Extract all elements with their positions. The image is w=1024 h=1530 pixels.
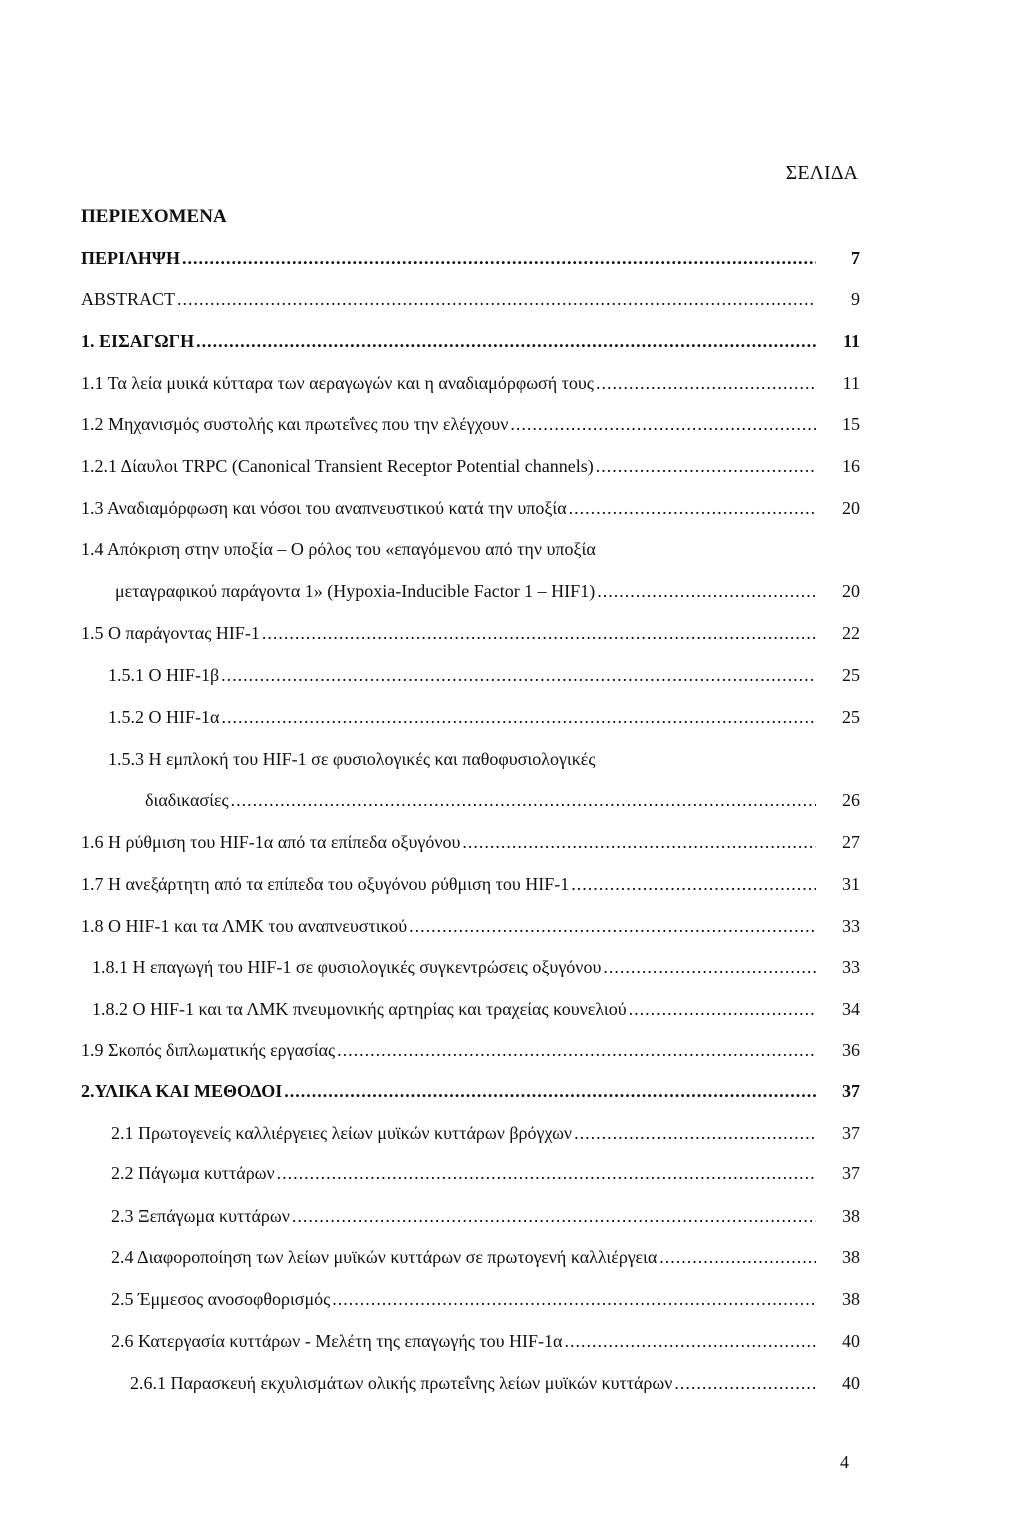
toc-entry-label: 1.9 Σκοπός διπλωματικής εργασίας	[81, 1040, 336, 1060]
toc-entry[interactable]	[0, 1243, 1024, 1271]
leader-dots	[603, 953, 816, 981]
toc-entry[interactable]	[0, 661, 1024, 689]
toc-entry-label: 1.8 Ο HIF-1 και τα ΛΜΚ του αναπνευστικού	[81, 916, 408, 936]
toc-entry-page: 31	[842, 874, 860, 894]
toc-entry-label: 2.6 Κατεργασία κυττάρων - Μελέτη της επαγωγής του HIF-1α	[111, 1331, 563, 1351]
toc-entry[interactable]	[0, 619, 1024, 647]
toc-entry-page: 16	[842, 456, 860, 476]
toc-entry[interactable]	[0, 1036, 1024, 1064]
toc-entry-label: 1.5.3 Η εμπλοκή του HIF-1 σε φυσιολογικές και παθοφυσιολογικές	[108, 749, 596, 769]
toc-entry-page: 9	[851, 289, 860, 309]
leader-dots	[277, 1159, 816, 1187]
toc-entry-page: 25	[842, 707, 860, 727]
toc-entry[interactable]	[0, 1369, 1024, 1397]
toc-entry[interactable]	[0, 577, 1024, 605]
leader-dots	[596, 452, 816, 480]
page-column-header: ΣΕΛΙΔΑ	[785, 162, 858, 184]
toc-entry[interactable]	[0, 1327, 1024, 1355]
leader-dots	[659, 1243, 816, 1271]
leader-dots	[629, 995, 816, 1023]
leader-dots	[569, 494, 816, 522]
toc-entry-page: 33	[842, 957, 860, 977]
leader-dots	[332, 1285, 816, 1313]
toc-entry-page: 20	[842, 498, 860, 518]
toc-entry-page: 26	[842, 790, 860, 810]
toc-entry-page: 33	[842, 916, 860, 936]
leader-dots	[409, 912, 816, 940]
toc-entry-label: 1.1 Τα λεία μυικά κύτταρα των αεραγωγών και η αναδιαμόρφωσή τους	[81, 373, 594, 393]
toc-entry-page: 38	[842, 1247, 860, 1267]
toc-entry-label: 1.7 Η ανεξάρτητη από τα επίπεδα του οξυγόνου ρύθμιση του HIF-1	[81, 874, 570, 894]
toc-entry[interactable]	[0, 494, 1024, 522]
toc-entry-page: 11	[842, 331, 860, 351]
toc-entry[interactable]	[0, 1202, 1024, 1230]
toc-entry-page: 40	[842, 1331, 860, 1351]
leader-dots	[564, 1327, 816, 1355]
leader-dots	[292, 1202, 816, 1230]
leader-dots	[231, 786, 816, 814]
toc-entry-label: 1. ΕΙΣΑΓΩΓΗ	[81, 331, 195, 351]
toc-entry[interactable]	[0, 410, 1024, 438]
leader-dots	[221, 703, 816, 731]
toc-entry-label: 1.6 Η ρύθμιση του HIF-1α από τα επίπεδα οξυγόνου	[81, 832, 461, 852]
toc-entry[interactable]	[0, 870, 1024, 898]
toc-entry-label: 1.8.2 Ο HIF-1 και τα ΛΜΚ πνευμονικής αρτηρίας και τραχείας κουνελιού	[92, 999, 627, 1019]
leader-dots	[182, 244, 816, 272]
toc-entry-page: 36	[842, 1040, 860, 1060]
toc-entry-page: 25	[842, 665, 860, 685]
toc-entry-label: διαδικασίες	[145, 790, 229, 810]
toc-entry-label: 1.2 Μηχανισμός συστολής και πρωτεΐνες που την ελέγχουν	[81, 414, 509, 434]
toc-entry-label: 1.2.1 Δίαυλοι TRPC (Canonical Transient Receptor Potential channels)	[81, 456, 594, 476]
toc-entry-label: 1.3 Αναδιαμόρφωση και νόσοι του αναπνευστικού κατά την υποξία	[81, 498, 567, 518]
toc-entry-label: 2.6.1 Παρασκευή εκχυλισμάτων ολικής πρωτεΐνης λείων μυϊκών κυττάρων	[130, 1373, 673, 1393]
toc-entry-page: 22	[842, 623, 860, 643]
leader-dots	[596, 369, 816, 397]
toc-entry-label: 2.3 Ξεπάγωμα κυττάρων	[111, 1206, 290, 1226]
leader-dots	[571, 870, 816, 898]
toc-entry-page: 37	[842, 1163, 860, 1183]
toc-entry[interactable]	[0, 745, 1024, 773]
toc-entry-label: 2.ΥΛΙΚΑ ΚΑΙ ΜΕΘΟΔΟΙ	[81, 1081, 283, 1101]
toc-entry[interactable]	[0, 244, 1024, 272]
toc-entry[interactable]	[0, 953, 1024, 981]
toc-entry-label: 1.8.1 Η επαγωγή του HIF-1 σε φυσιολογικές συγκεντρώσεις οξυγόνου	[92, 957, 602, 977]
toc-entry-page: 38	[842, 1289, 860, 1309]
toc-entry-label: 2.5 Έμμεσος ανοσοφθορισμός	[111, 1289, 331, 1309]
leader-dots	[221, 661, 816, 689]
toc-entry[interactable]	[0, 995, 1024, 1023]
toc-entry-page: 38	[842, 1206, 860, 1226]
toc-entry-page: 11	[842, 373, 860, 393]
leader-dots	[196, 327, 816, 355]
toc-entry[interactable]	[0, 912, 1024, 940]
toc-entry[interactable]	[0, 1077, 1024, 1105]
toc-entry-page: 37	[842, 1081, 860, 1101]
leader-dots	[337, 1036, 816, 1064]
leader-dots	[674, 1369, 816, 1397]
toc-entry-page: 40	[842, 1373, 860, 1393]
toc-entry[interactable]	[0, 327, 1024, 355]
toc-entry[interactable]	[0, 828, 1024, 856]
toc-entry-label: μεταγραφικού παράγοντα 1» (Hypoxia-Inducible Factor 1 – HIF1)	[115, 581, 596, 601]
toc-entry[interactable]	[0, 285, 1024, 313]
toc-entry-page: 7	[851, 248, 860, 268]
toc-entry[interactable]	[0, 703, 1024, 731]
leader-dots	[510, 410, 816, 438]
leader-dots	[284, 1077, 816, 1105]
leader-dots	[177, 285, 816, 313]
toc-entry[interactable]	[0, 1119, 1024, 1147]
toc-entry-label: 2.1 Πρωτογενείς καλλιέργειες λείων μυϊκών κυττάρων βρόγχων	[111, 1123, 573, 1143]
leader-dots	[262, 619, 816, 647]
leader-dots	[597, 577, 816, 605]
toc-title: ΠΕΡΙΕΧΟΜΕΝΑ	[81, 206, 227, 227]
leader-dots	[574, 1119, 816, 1147]
toc-entry-page: 20	[842, 581, 860, 601]
toc-entry[interactable]	[0, 1159, 1024, 1187]
toc-entry-page: 15	[842, 414, 860, 434]
toc-entry-label: ABSTRACT	[81, 289, 176, 309]
toc-entry-label: 1.4 Απόκριση στην υποξία – Ο ρόλος του «επαγόμενου από την υποξία	[81, 539, 596, 559]
toc-entry[interactable]	[0, 786, 1024, 814]
toc-entry[interactable]	[0, 1285, 1024, 1313]
toc-entry-label: 1.5.2 Ο HIF-1α	[108, 707, 220, 727]
toc-entry[interactable]	[0, 535, 1024, 563]
toc-entry-label: 2.2 Πάγωμα κυττάρων	[111, 1163, 275, 1183]
toc-entry-page: 34	[842, 999, 860, 1019]
page-number: 4	[840, 1452, 849, 1472]
toc-entry-label: 1.5.1 Ο HIF-1β	[108, 665, 220, 685]
toc-entry-label: ΠΕΡΙΛΗΨΗ	[81, 248, 180, 268]
toc-entry[interactable]	[0, 369, 1024, 397]
toc-entry-page: 37	[842, 1123, 860, 1143]
toc-entry-label: 2.4 Διαφοροποίηση των λείων μυϊκών κυττάρων σε πρωτογενή καλλιέργεια	[111, 1247, 658, 1267]
toc-entry[interactable]	[0, 452, 1024, 480]
leader-dots	[462, 828, 816, 856]
toc-entry-page: 27	[842, 832, 860, 852]
toc-entry-label: 1.5 Ο παράγοντας HIF-1	[81, 623, 260, 643]
